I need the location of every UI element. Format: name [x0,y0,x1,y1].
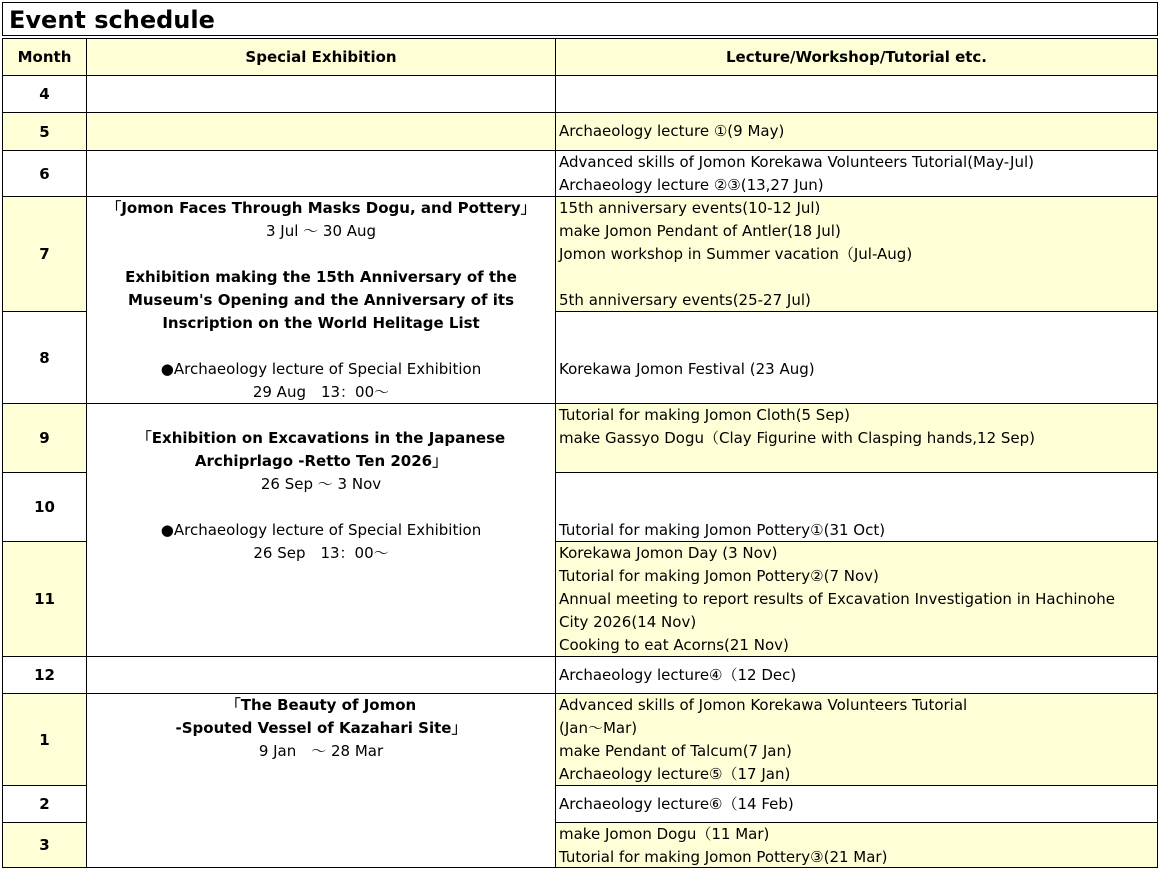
exhibition-subtitle: Inscription on the World Helitage List [162,314,480,332]
month-cell-4: 4 [2,75,87,113]
header-lecture-workshop: Lecture/Workshop/Tutorial etc. [555,38,1158,76]
lecture-item: make Jomon Pendant of Antler(18 Jul) [559,222,841,240]
lecture-item: Annual meeting to report results of Excavation Investigation in Hachinohe [559,590,1115,608]
lecture-item: City 2026(14 Nov) [559,613,697,631]
lecture-item: Archaeology lecture ①(9 May) [559,122,785,140]
exhibition-lecture: ●Archaeology lecture of Special Exhibition [160,360,482,378]
lecture-item: 15th anniversary events(10-12 Jul) [559,199,821,217]
lecture-cell-jul [555,196,1158,312]
lecture-cell-sep [555,403,1158,473]
lecture-item: (Jan～Mar) [559,719,638,737]
exhibition-subtitle: Exhibition making the 15th Anniversary of the [125,268,517,286]
lecture-cell-feb [555,785,1158,823]
lecture-item: Advanced skills of Jomon Korekawa Volunteers Tutorial(May-Jul) [559,153,1034,171]
page-title: Event schedule [9,6,215,34]
month-cell-6: 6 [2,150,87,197]
month-cell-2: 2 [2,785,87,823]
exhibition-cell-autumn [86,403,556,657]
month-cell-1: 1 [2,693,87,786]
lecture-item: Archaeology lecture⑤（17 Jan) [559,765,791,783]
lecture-item: Tutorial for making Jomon Pottery③(21 Mar) [559,848,888,866]
exhibition-title: 「Exhibition on Excavations in the Japanese [136,429,506,447]
exhibition-title: 「The Beauty of Jomon [225,696,417,714]
lecture-item: Archaeology lecture⑥（14 Feb) [559,795,794,813]
lecture-item: Korekawa Jomon Festival (23 Aug) [559,360,815,378]
exhibition-title: 「Jomon Faces Through Masks Dogu, and Pottery」 [106,199,536,217]
lecture-item: Archaeology lecture④（12 Dec) [559,666,797,684]
lecture-item: make Jomon Dogu（11 Mar) [559,825,770,843]
lecture-cell-jan [555,693,1158,786]
exhibition-dates: 9 Jan ～ 28 Mar [258,742,384,760]
exhibition-cell-summer [86,196,556,404]
exhibition-cell-may [86,112,556,151]
month-cell-5: 5 [2,112,87,151]
month-cell-9: 9 [2,403,87,473]
lecture-item: make Gassyo Dogu（Clay Figurine with Clasping hands,12 Sep) [559,429,1036,447]
lecture-item: Cooking to eat Acorns(21 Nov) [559,636,789,654]
lecture-item: Korekawa Jomon Day (3 Nov) [559,544,778,562]
exhibition-lecture-time: 26 Sep 13：00～ [253,544,389,562]
lecture-cell-mar [555,822,1158,868]
lecture-item: Archaeology lecture ②③(13,27 Jun) [559,176,824,194]
exhibition-cell-dec [86,656,556,694]
lecture-item: make Pendant of Talcum(7 Jan) [559,742,792,760]
lecture-cell-dec [555,656,1158,694]
lecture-cell-may [555,112,1158,151]
lecture-item: Tutorial for making Jomon Pottery②(7 Nov) [559,567,879,585]
lecture-item: Advanced skills of Jomon Korekawa Volunteers Tutorial [559,696,968,714]
lecture-item: Tutorial for making Jomon Cloth(5 Sep) [559,406,850,424]
month-cell-7: 7 [2,196,87,312]
lecture-cell-oct [555,472,1158,542]
exhibition-title: Archiprlago -Retto Ten 2026」 [194,452,448,470]
lecture-item: 5th anniversary events(25-27 Jul) [559,291,811,309]
exhibition-cell-winter [86,693,556,868]
exhibition-cell-jun [86,150,556,197]
exhibition-cell-apr [86,75,556,113]
lecture-cell-nov [555,541,1158,657]
header-month: Month [2,38,87,76]
month-cell-11: 11 [2,541,87,657]
exhibition-title: -Spouted Vessel of Kazahari Site」 [175,719,467,737]
month-cell-10: 10 [2,472,87,542]
exhibition-dates: 3 Jul ～ 30 Aug [265,222,377,240]
exhibition-dates: 26 Sep ～ 3 Nov [260,475,382,493]
month-cell-3: 3 [2,822,87,868]
lecture-cell-apr [555,75,1158,113]
header-special-exhibition: Special Exhibition [86,38,556,76]
lecture-item: Jomon workshop in Summer vacation（Jul-Aug) [559,245,913,263]
lecture-cell-jun [555,150,1158,197]
exhibition-lecture-time: 29 Aug 13：00～ [252,383,390,401]
exhibition-subtitle: Museum's Opening and the Anniversary of its [127,291,515,309]
lecture-item: Tutorial for making Jomon Pottery①(31 Oct) [559,521,886,539]
schedule-title-bar [2,2,1158,36]
lecture-cell-aug [555,311,1158,404]
month-cell-12: 12 [2,656,87,694]
month-cell-8: 8 [2,311,87,404]
exhibition-lecture: ●Archaeology lecture of Special Exhibition [160,521,482,539]
